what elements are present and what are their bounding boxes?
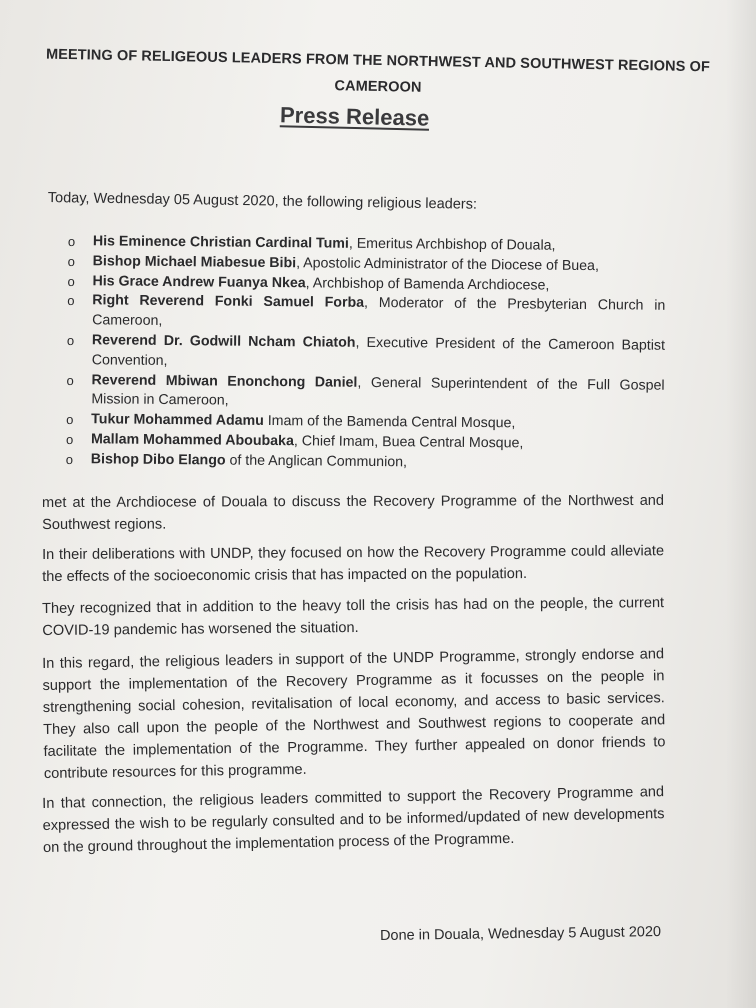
leader-role: , Executive President of the Cameroon Baptist Convention,	[91, 334, 666, 369]
leader-role: , General Superintendent of the Full Gospel Mission in Cameroon,	[91, 374, 665, 409]
leader-name: Mallam Mohammed Aboubaka	[90, 431, 294, 450]
list-item	[63, 331, 665, 376]
leader-name: Right Reverend Fonki Samuel Forba	[92, 292, 365, 312]
leader-role: of the Anglican Communion,	[225, 452, 408, 471]
leader-name: Reverend Dr. Godwill Ncham Chiatoh	[91, 332, 356, 351]
body-paragraph: met at the Archdiocese of Douala to discuss the Recovery Programme of the Northwest and Southwest regions.	[42, 492, 665, 533]
bullet-icon: o	[67, 253, 76, 269]
body-paragraph: In that connection, the religious leaders committed to support the Recovery Programme and expressed the wish to be regularly consulted and to be informed/updated of new developments on the ground throughout the implementation process of the Programme.	[42, 784, 665, 856]
leader-role: , Emeritus Archbishop of Douala,	[348, 235, 556, 254]
document-title: Press Release	[279, 102, 430, 131]
header-line-2: CAMEROON	[334, 78, 422, 96]
signoff-line: Done in Douala, Wednesday 5 August 2020	[379, 924, 662, 944]
leader-role: , Chief Imam, Buea Central Mosque,	[293, 433, 524, 452]
leader-name: Bishop Dibo Elango	[90, 451, 226, 469]
bullet-icon: o	[65, 431, 74, 448]
leader-name: His Grace Andrew Fuanya Nkea	[92, 272, 306, 291]
leader-name: Tukur Mohammed Adamu	[91, 411, 264, 430]
body-paragraph: In this regard, the religious leaders in support of the UNDP Programme, strongly endorse and support the implementation of the Recovery Programme as it focusses on the people in strengthening social cohesion, revitalisation of local economy, and access to basic services. They also call upon the people of the Northwest and Southwest regions to cooperate and facilitate the implementation of the Programme. They further appealed on donor friends to contribute resources for this programme.	[42, 646, 666, 782]
bullet-icon: o	[67, 234, 76, 250]
bullet-icon: o	[66, 333, 75, 349]
body-paragraph: They recognized that in addition to the heavy toll the crisis has had on the people, the current COVID-19 pandemic has worsened the situation.	[42, 595, 665, 639]
bullet-icon: o	[67, 293, 75, 309]
leader-name: His Eminence Christian Cardinal Tumi	[92, 233, 349, 252]
bullet-icon: o	[67, 273, 75, 289]
leader-role: , Moderator of the Presbyterian Church in Cameroon,	[92, 295, 666, 330]
body-paragraph: In their deliberations with UNDP, they focused on how the Recovery Programme could alleviate the effects of the socioeconomic crisis that has impacted on the population.	[42, 543, 665, 585]
leader-name: Bishop Michael Miabesue Bibi	[92, 253, 297, 272]
bullet-icon: o	[66, 412, 74, 428]
bullet-icon: o	[66, 372, 74, 388]
leaders-list	[62, 232, 666, 475]
page-shadow	[726, 0, 756, 1008]
intro-text: Today, Wednesday 05 August 2020, the following religious leaders:	[47, 190, 478, 213]
bullet-icon: o	[65, 451, 74, 467]
header-line-1: MEETING OF RELIGEOUS LEADERS FROM THE NORTHWEST AND SOUTHWEST REGIONS OF	[45, 46, 711, 76]
leader-role: Imam of the Bamenda Central Mosque,	[263, 413, 516, 432]
list-item	[62, 371, 664, 416]
leader-role: , Archbishop of Bamenda Archdiocese,	[305, 274, 550, 294]
document-header	[40, 46, 716, 98]
leader-role: , Apostolic Administrator of the Diocese of Buea,	[296, 255, 600, 274]
leader-name: Reverend Mbiwan Enonchong Daniel	[91, 371, 358, 391]
list-item	[63, 291, 665, 336]
